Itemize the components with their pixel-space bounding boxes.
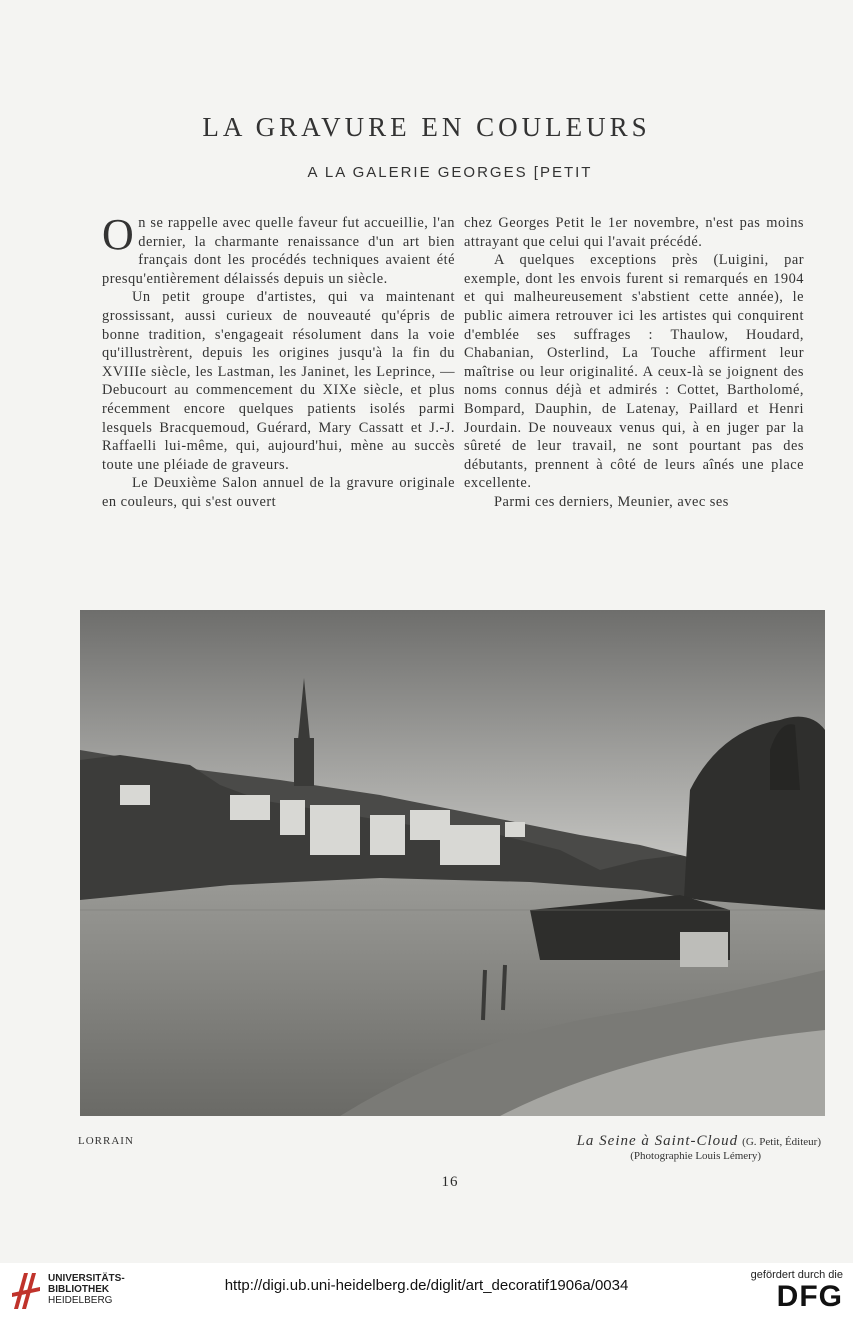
right-column bbox=[464, 214, 804, 512]
caption-title: La Seine à Saint-Cloud bbox=[576, 1133, 739, 1149]
river-landscape-image bbox=[80, 610, 825, 1116]
left-paragraph-3: Le Deuxième Salon annuel de la gravure originale en couleurs, qui s'est ouvert bbox=[102, 475, 455, 510]
permalink-url[interactable]: http://digi.ub.uni-heidelberg.de/diglit/art_decoratif1906a/0034 bbox=[224, 1277, 629, 1294]
figure-caption bbox=[577, 1132, 821, 1162]
right-paragraph-2: A quelques exceptions près (Luigini, par exemple, dont les envois furent si remarqués en 1904 et qui malheureusement s'abstient cette année), le public aimera retrouver ici les artistes qui conquirent d'emblée ses suffrages : Thaulow, Houdard, Chabanian, Osterlind, La Touche affirment leur maîtrise ou leur originalité. A ceux-là se joignent des noms connus déjà et admirés : Cottet, Bartholomé, Bompard, Dauphin, de Latenay, Paillard et Henri Jourdain. De nouveaux venus qui, à en juger par la sûreté de leur travail, ne sont pourtant pas des débutants, prennent à côté de leurs aînés une place excellente. bbox=[464, 252, 804, 492]
left-paragraph-1-text: n se rappelle avec quelle faveur fut accueillie, l'an dernier, la charmante renaissance d'un art bien français dont les procédés techniques avaient été presqu'entièrement délaissés depuis un siècle. bbox=[102, 215, 455, 287]
dropcap: O bbox=[102, 210, 135, 259]
article-subtitle: A LA GALERIE GEORGES [PETIT bbox=[307, 164, 593, 181]
page-number: 16 bbox=[441, 1174, 459, 1190]
funder-logo bbox=[751, 1269, 843, 1313]
right-paragraph-3: Parmi ces derniers, Meunier, avec ses bbox=[494, 493, 729, 510]
engraving-illustration bbox=[80, 610, 825, 1116]
caption-editor: (G. Petit, Éditeur) bbox=[742, 1136, 821, 1148]
left-paragraph-1 bbox=[102, 210, 455, 288]
caption-photo-credit: (Photographie Louis Lémery) bbox=[630, 1150, 761, 1162]
digitization-footer bbox=[0, 1263, 853, 1322]
left-paragraph-2: Un petit groupe d'artistes, qui va maintenant grossissant, aussi curieux de nouveauté qu'épris de bonne tradition, s'engageait résolument dans la voie qu'illustrèrent, depuis les origines jusqu'à la fin du XVIIIe siècle, les Lastman, les Janinet, les Leprince, — Debucourt au commencement du XIXe siècle, et plus récemment encore quelques patients isolés parmi lesquels Bracquemoud, Guérard, Mary Cassatt et J.-J. Raffaelli lui-même, qui, aujourd'hui, mène au succès toute une pléiade de graveurs. bbox=[102, 289, 455, 473]
dfg-logo: DFG bbox=[776, 1280, 843, 1313]
left-column bbox=[102, 210, 455, 512]
right-paragraph-1: chez Georges Petit le 1er novembre, n'est pas moins attrayant que celui qui l'avait précédé. bbox=[464, 215, 804, 250]
artist-credit: LORRAIN bbox=[78, 1135, 134, 1147]
library-name: UNIVERSITÄTS- BIBLIOTHEK HEIDELBERG bbox=[48, 1273, 125, 1306]
funder-label: gefördert durch die bbox=[750, 1269, 843, 1281]
article-title: LA GRAVURE EN COULEURS bbox=[202, 112, 651, 142]
